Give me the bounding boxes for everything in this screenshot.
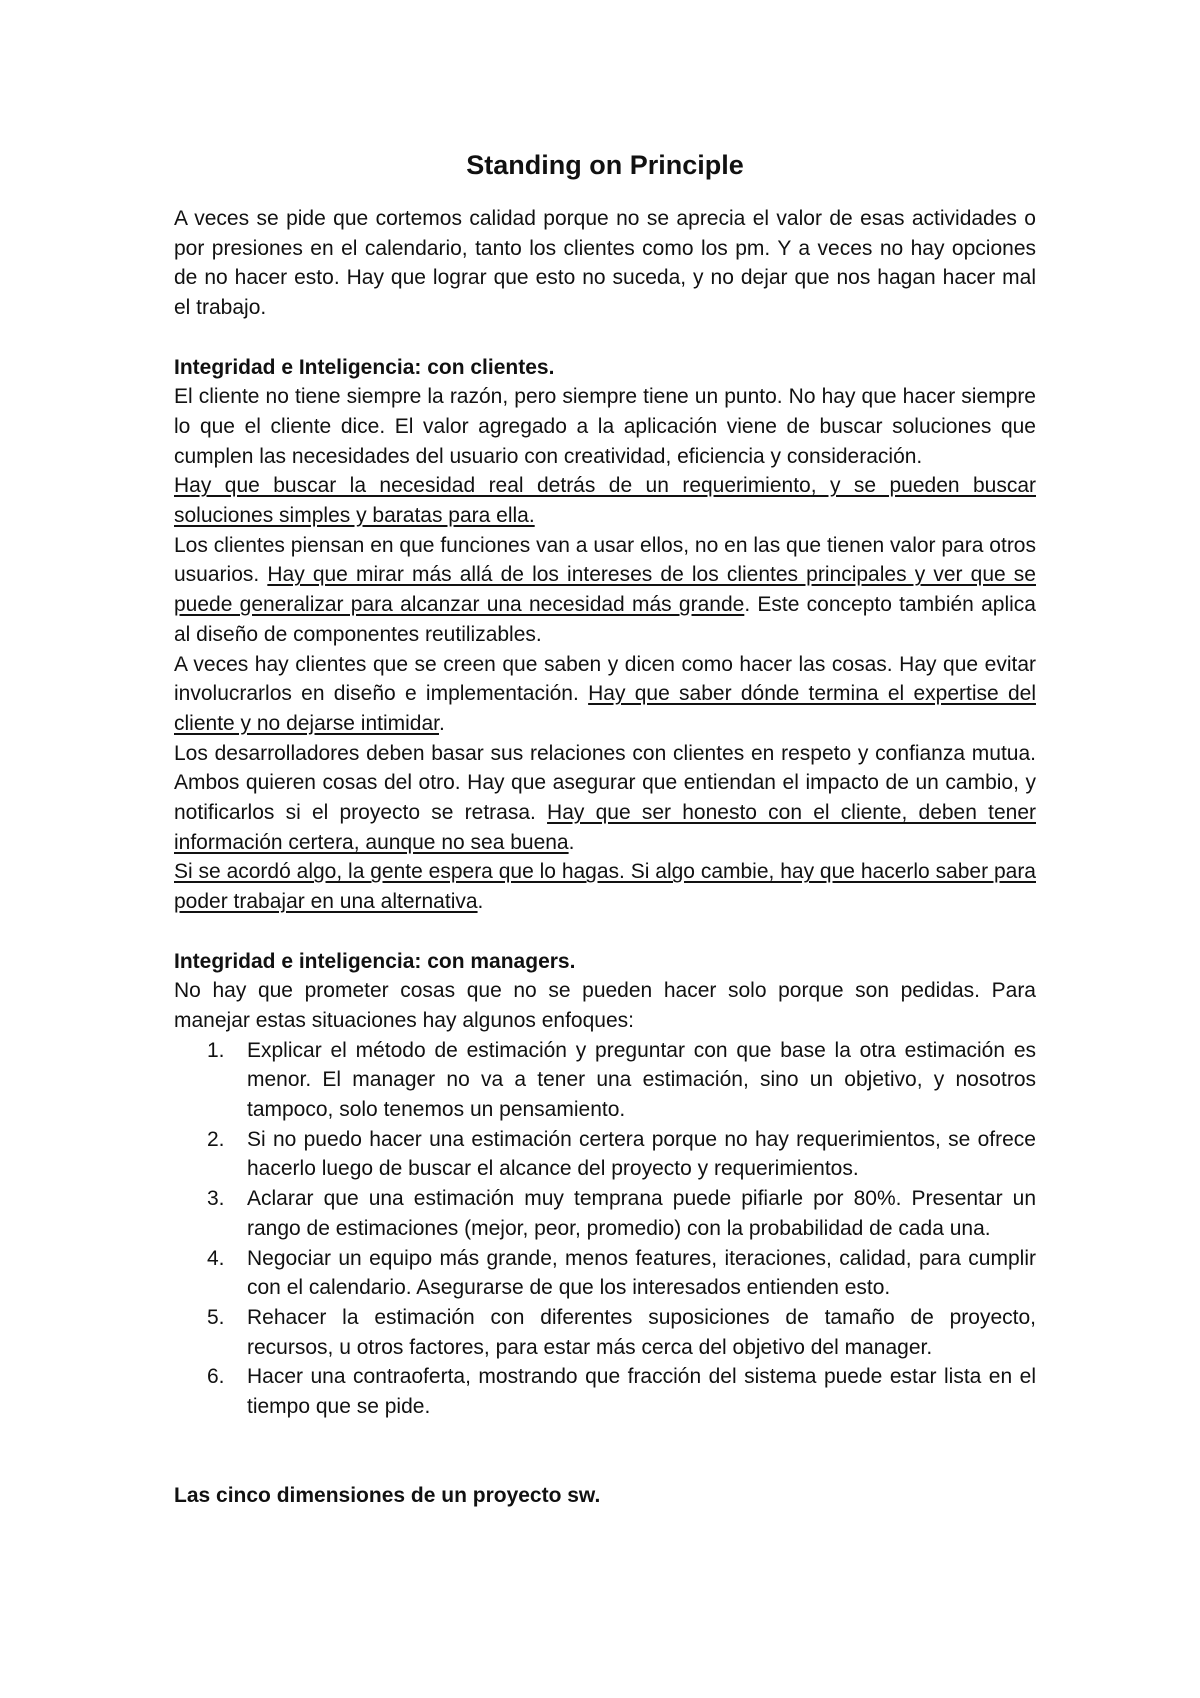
paragraph-prometer: No hay que prometer cosas que no se pueden hacer solo porque son pedidas. Para manejar estas situaciones hay algunos enfoques: <box>174 979 1036 1032</box>
paragraph-funciones <box>174 531 1036 650</box>
paragraph-acuerdos <box>174 857 1036 916</box>
text-run: . <box>477 890 484 914</box>
section-heading-clientes: Integridad e Inteligencia: con clientes. <box>174 355 555 379</box>
document-title: Standing on Principle <box>466 150 744 180</box>
underlined-text: Hay que buscar la necesidad real detrás de un requerimiento, y se pueden buscar soluciones simples y baratas para ella. <box>174 474 1036 528</box>
text-run: Los clientes piensan en que funciones van a usar ellos, no en las que tienen valor para otros usuarios. <box>174 533 1036 587</box>
intro-paragraph: A veces se pide que cortemos calidad porque no se aprecia el valor de esas actividades o por presiones en el calendario, tanto los clientes como los pm. Y a veces no hay opciones de no hacer esto. Hay que lograr que esto no suceda, y no dejar que nos hagan hacer mal el trabajo. <box>174 207 1036 320</box>
list-item <box>207 1362 1036 1421</box>
paragraph-cliente-razon: El cliente no tiene siempre la razón, pero siempre tiene un punto. No hay que hacer siempre lo que el cliente dice. El valor agregado a la aplicación viene de buscar soluciones que cumplen las necesidades del usuario con creatividad, eficiencia y consideración. <box>174 385 1036 468</box>
text-run: . <box>438 711 445 735</box>
approaches-list <box>174 1036 1036 1422</box>
underlined-text: Hay que ser honesto con el cliente, deben tener información certera, aunque no sea buena <box>174 801 1036 854</box>
list-item <box>207 1125 1036 1184</box>
list-item-text: Explicar el método de estimación y preguntar con que base la otra estimación es menor. El manager no va a tener una estimación, sino un objetivo, y nosotros tampoco, solo tenemos un pensamiento. <box>247 1038 1036 1122</box>
underlined-text: Si se acordó algo, la gente espera que lo hagas. Si algo cambie, hay que hacerlo saber para poder trabajar en una alternativa <box>174 860 1036 914</box>
underlined-text: Hay que saber dónde termina el expertise del cliente y no dejarse intimidar <box>174 682 1036 735</box>
paragraph-necesidad-real <box>174 471 1036 530</box>
text-run: . Este concepto también aplica al diseño de componentes reutilizables. <box>174 593 1036 646</box>
list-item-text: Si no puedo hacer una estimación certera porque no hay requerimientos, se ofrece hacerlo luego de buscar el alcance del proyecto y requerimientos. <box>247 1127 1036 1181</box>
list-item-text: Negociar un equipo más grande, menos features, iteraciones, calidad, para cumplir con el calendario. Asegurarse de que los interesados entienden esto. <box>247 1246 1036 1300</box>
list-item-text: Hacer una contraoferta, mostrando que fracción del sistema puede estar lista en el tiempo que se pide. <box>247 1365 1036 1419</box>
list-item <box>207 1036 1036 1125</box>
list-number: 2. <box>207 1127 225 1151</box>
list-item <box>207 1303 1036 1362</box>
list-number: 6. <box>207 1365 225 1389</box>
spacer <box>174 323 1036 353</box>
list-item <box>207 1244 1036 1303</box>
document-body <box>174 148 1036 1511</box>
list-number: 5. <box>207 1305 225 1329</box>
section-heading-dimensiones: Las cinco dimensiones de un proyecto sw. <box>174 1484 601 1508</box>
list-item-text: Rehacer la estimación con diferentes suposiciones de tamaño de proyecto, recursos, u otros factores, para estar más cerca del objetivo del manager. <box>247 1305 1036 1359</box>
spacer <box>174 917 1036 947</box>
paragraph-relaciones <box>174 739 1036 858</box>
paragraph-expertise <box>174 650 1036 739</box>
text-run: A veces hay clientes que se creen que saben y dicen como hacer las cosas. Hay que evitar involucrarlos en diseño e implementación. <box>174 652 1036 706</box>
list-number: 1. <box>207 1038 225 1062</box>
section-heading-managers: Integridad e inteligencia: con managers. <box>174 949 576 973</box>
list-item-text: Aclarar que una estimación muy temprana puede pifiarle por 80%. Presentar un rango de estimaciones (mejor, peor, promedio) con la probabilidad de cada una. <box>247 1187 1036 1240</box>
text-run: Los desarrolladores deben basar sus relaciones con clientes en respeto y confianza mutua. Ambos quieren cosas del otro. Hay que asegurar que entiendan el impacto de un cambio, y notificarlos si el proyecto se retrasa. <box>174 741 1036 825</box>
spacer <box>174 1422 1036 1481</box>
list-number: 4. <box>207 1246 225 1270</box>
underlined-text: Hay que mirar más allá de los intereses de los clientes principales y ver que se puede generalizar para alcanzar una necesidad más grande <box>174 563 1036 617</box>
list-item <box>207 1184 1036 1243</box>
list-number: 3. <box>207 1187 225 1211</box>
text-run: . <box>568 830 575 854</box>
